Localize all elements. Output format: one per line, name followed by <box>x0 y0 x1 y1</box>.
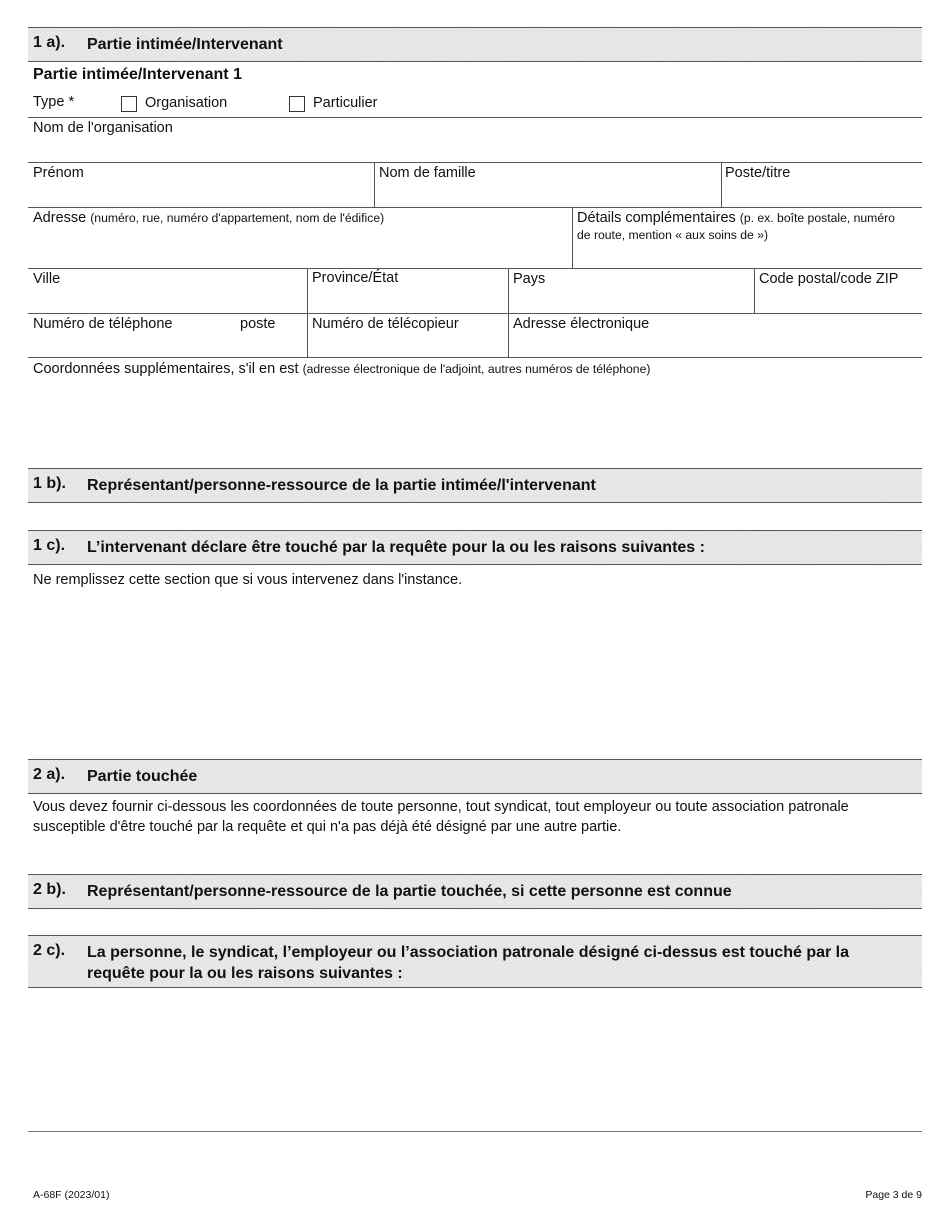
divider <box>28 313 922 314</box>
section-2c-header <box>28 935 922 988</box>
section-number: 2 c). <box>33 942 66 959</box>
phone-label: Numéro de téléphone <box>33 316 173 332</box>
fax-field[interactable] <box>308 335 507 356</box>
address-hint: (numéro, rue, numéro d'appartement, nom de l'édifice) <box>90 211 385 225</box>
individual-checkbox[interactable] <box>289 96 305 112</box>
phone-field[interactable] <box>28 335 228 356</box>
section-number: 2 a). <box>33 766 66 783</box>
org-name-field[interactable] <box>28 138 922 162</box>
address-label <box>33 210 384 226</box>
organisation-checkbox[interactable] <box>121 96 137 112</box>
org-name-label: Nom de l'organisation <box>33 120 173 136</box>
section-1a-header <box>28 27 922 62</box>
type-label: Type * <box>33 94 75 110</box>
extra-contact-hint: (adresse électronique de l'adjoint, autres numéros de téléphone) <box>302 362 651 376</box>
details-field[interactable] <box>573 246 922 267</box>
extension-field[interactable] <box>233 335 306 356</box>
section-number: 2 b). <box>33 881 66 898</box>
section-title: Partie touchée <box>87 768 198 785</box>
fax-label: Numéro de télécopieur <box>312 316 459 332</box>
email-label: Adresse électronique <box>513 316 650 332</box>
section-1b-header <box>28 468 922 503</box>
section-1c-note: Ne remplissez cette section que si vous intervenez dans l'instance. <box>33 572 463 588</box>
email-field[interactable] <box>509 335 922 356</box>
divider <box>28 207 922 208</box>
city-field[interactable] <box>28 290 306 312</box>
intervenor-reasons-field[interactable] <box>28 594 922 754</box>
party-subtitle: Partie intimée/Intervenant 1 <box>33 66 242 83</box>
postal-code-field[interactable] <box>755 290 922 312</box>
country-field[interactable] <box>509 290 753 312</box>
organisation-option-label: Organisation <box>145 95 228 111</box>
extra-contact-label <box>33 361 650 377</box>
details-hint-line1: (p. ex. boîte postale, numéro <box>739 211 895 225</box>
section-2b-header <box>28 874 922 909</box>
province-field[interactable] <box>308 290 507 312</box>
country-label: Pays <box>513 271 546 287</box>
section-1c-header <box>28 530 922 565</box>
first-name-field[interactable] <box>28 184 373 206</box>
page-number: Page 3 de 9 <box>865 1189 922 1201</box>
section-title: Représentant/personne-ressource de la partie intimée/l'intervenant <box>87 477 596 494</box>
first-name-label: Prénom <box>33 165 84 181</box>
details-hint-line2: de route, mention « aux soins de ») <box>577 228 769 242</box>
address-label-text: Adresse <box>33 210 87 226</box>
section-title: La personne, le syndicat, l’employeur ou l’association patronale désigné ci-dessus est touché par la requête pour la ou les raisons suivantes : <box>87 944 849 982</box>
section-number: 1 a). <box>33 34 66 51</box>
last-name-label: Nom de famille <box>379 165 476 181</box>
form-page <box>28 0 922 1230</box>
extra-contact-label-text: Coordonnées supplémentaires, s'il en est <box>33 361 299 377</box>
details-label <box>577 210 895 226</box>
divider <box>28 162 922 163</box>
last-name-field[interactable] <box>375 184 720 206</box>
divider <box>28 117 922 118</box>
divider <box>28 357 922 358</box>
divider <box>28 268 922 269</box>
position-field[interactable] <box>722 184 922 206</box>
postal-code-label: Code postal/code ZIP <box>759 271 899 287</box>
section-title: L’intervenant déclare être touché par la requête pour la ou les raisons suivantes : <box>87 539 705 556</box>
details-label-text: Détails complémentaires <box>577 210 736 226</box>
position-label: Poste/titre <box>725 165 791 181</box>
province-label: Province/État <box>312 270 399 286</box>
extension-label: poste <box>240 316 276 332</box>
section-title: Représentant/personne-ressource de la partie touchée, si cette personne est connue <box>87 883 732 900</box>
address-field[interactable] <box>28 230 571 267</box>
section-2a-header <box>28 759 922 794</box>
extra-contact-field[interactable] <box>28 382 922 462</box>
section-title: Partie intimée/Intervenant <box>87 36 283 53</box>
section-number: 1 b). <box>33 475 66 492</box>
affected-party-reasons-field[interactable] <box>28 992 922 1128</box>
individual-option-label: Particulier <box>313 95 378 111</box>
city-label: Ville <box>33 271 61 287</box>
section-number: 1 c). <box>33 537 66 554</box>
section-2a-note: Vous devez fournir ci-dessous les coordonnées de toute personne, tout syndicat, tout employeur ou toute association patronale susceptible d'être touché par la requête et qui n'a pas déjà été désigné par une autre partie. <box>33 799 849 835</box>
form-code: A-68F (2023/01) <box>33 1189 110 1201</box>
footer-divider <box>28 1131 922 1132</box>
